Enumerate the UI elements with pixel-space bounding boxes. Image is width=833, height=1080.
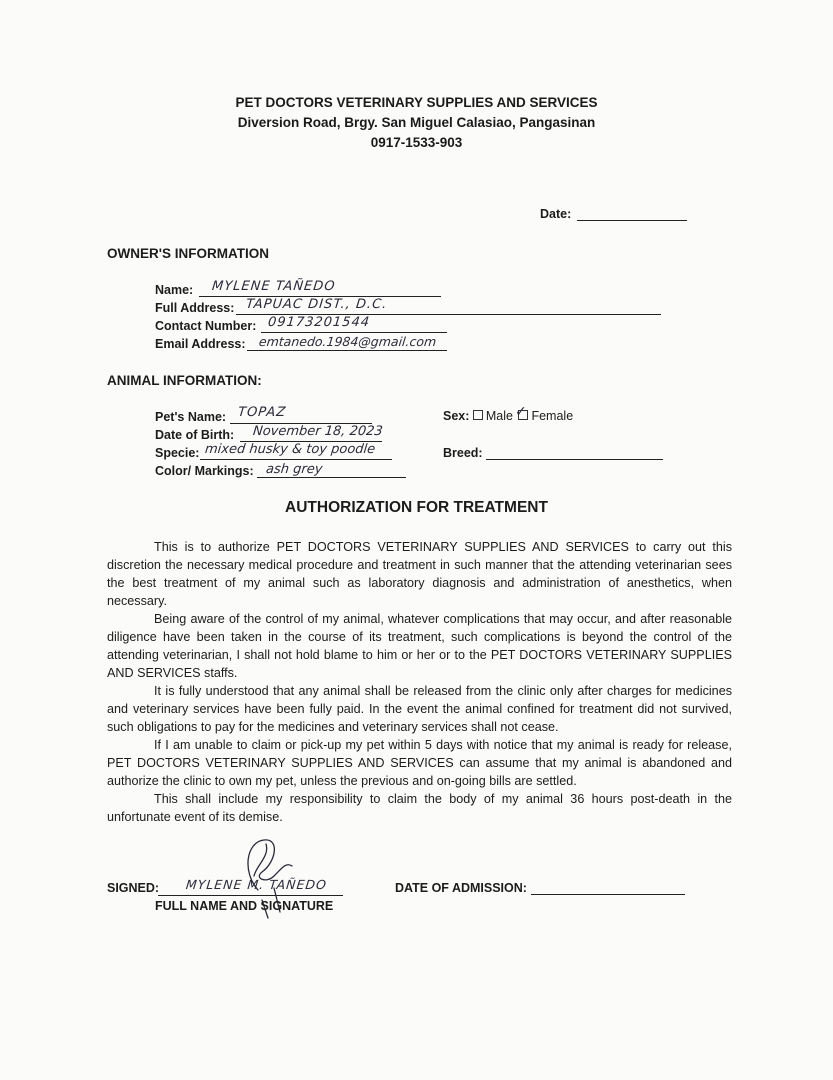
authorization-paragraph: Being aware of the control of my animal, whatever complications that may occur, and after reasonable diligence have been taken in the course of its treatment, such complications is beyond the control of the attending veterinarian, I shall not hold blame to him or her or to the PET DOCTORS VETERINARY SUPPLIES AND SERVICES staffs. bbox=[107, 612, 732, 680]
owner-email-value: emtanedo.1984@gmail.com bbox=[258, 334, 438, 349]
signed-label: SIGNED: bbox=[107, 881, 160, 895]
authorization-title: AUTHORIZATION FOR TREATMENT bbox=[285, 499, 548, 516]
sex-male-label: Male bbox=[485, 409, 513, 423]
owner-address-value: TAPUAC DIST., D.C. bbox=[245, 297, 389, 312]
signed-value: MYLENE M. TAÑEDO bbox=[185, 877, 328, 892]
color-label: Color/ Markings: bbox=[155, 464, 254, 478]
authorization-paragraph: If I am unable to claim or pick-up my pet within 5 days with notice that my animal is ready for release, PET DOCTORS VETERINARY SUPPLIES AND SERVICES can assume that my animal is abandoned and authorize the clinic to own my pet, unless the previous and on-going bills are settled. bbox=[107, 738, 732, 788]
owner-email-label: Email Address: bbox=[155, 337, 246, 351]
owner-contact-line[interactable] bbox=[261, 332, 447, 333]
owner-name-value: MYLENE TAÑEDO bbox=[211, 279, 337, 294]
owner-address-label: Full Address: bbox=[155, 301, 235, 315]
breed-line[interactable] bbox=[486, 459, 663, 460]
color-line[interactable] bbox=[257, 477, 406, 478]
female-check-mark: ✓ bbox=[515, 404, 527, 420]
admission-label: DATE OF ADMISSION: bbox=[395, 881, 527, 895]
owner-contact-value: 09173201544 bbox=[267, 315, 371, 330]
authorization-paragraph: This shall include my responsibility to claim the body of my animal 36 hours post-death in the unfortunate event of its demise. bbox=[107, 792, 732, 824]
owner-section-title: OWNER'S INFORMATION bbox=[107, 246, 269, 261]
company-phone: 0917-1533-903 bbox=[370, 135, 463, 150]
signature-caption: FULL NAME AND SIGNATURE bbox=[155, 899, 334, 913]
date-label: Date: bbox=[540, 207, 572, 221]
company-name: PET DOCTORS VETERINARY SUPPLIES AND SERVICES bbox=[235, 95, 598, 110]
sex-label: Sex: bbox=[443, 409, 470, 423]
color-value: ash grey bbox=[265, 462, 324, 477]
sex-male-checkbox[interactable] bbox=[473, 410, 483, 420]
specie-value: mixed husky & toy poodle bbox=[204, 442, 376, 457]
breed-label: Breed: bbox=[443, 446, 483, 460]
owner-email-line[interactable] bbox=[247, 350, 447, 351]
specie-line[interactable] bbox=[200, 459, 392, 460]
admission-line[interactable] bbox=[531, 894, 685, 895]
date-line[interactable] bbox=[577, 220, 687, 221]
dob-label: Date of Birth: bbox=[155, 428, 235, 442]
sex-field bbox=[443, 409, 573, 423]
animal-section-title: ANIMAL INFORMATION: bbox=[107, 373, 262, 388]
owner-name-label: Name: bbox=[155, 283, 194, 297]
dob-value: November 18, 2023 bbox=[252, 424, 384, 439]
pet-name-label: Pet's Name: bbox=[155, 410, 227, 424]
owner-contact-label: Contact Number: bbox=[155, 319, 257, 333]
authorization-paragraph: This is to authorize PET DOCTORS VETERINARY SUPPLIES AND SERVICES to carry out this discretion the necessary medical procedure and treatment in such manner that the attending veterinarian sees the best treatment of my animal such as laboratory diagnosis and administration of anesthetics, when necessary. bbox=[107, 540, 732, 608]
company-address: Diversion Road, Brgy. San Miguel Calasiao, Pangasinan bbox=[237, 115, 596, 130]
authorization-paragraph: It is fully understood that any animal shall be released from the clinic only after charges for medicines and veterinary services have been fully paid. In the event the animal confined for treatment did not survived, such obligations to pay for the medicines and veterinary services shall not cease. bbox=[107, 684, 732, 734]
pet-name-value: TOPAZ bbox=[237, 405, 287, 420]
sex-female-label: Female bbox=[531, 409, 574, 423]
authorization-body bbox=[107, 538, 732, 826]
specie-label: Specie: bbox=[155, 446, 200, 460]
